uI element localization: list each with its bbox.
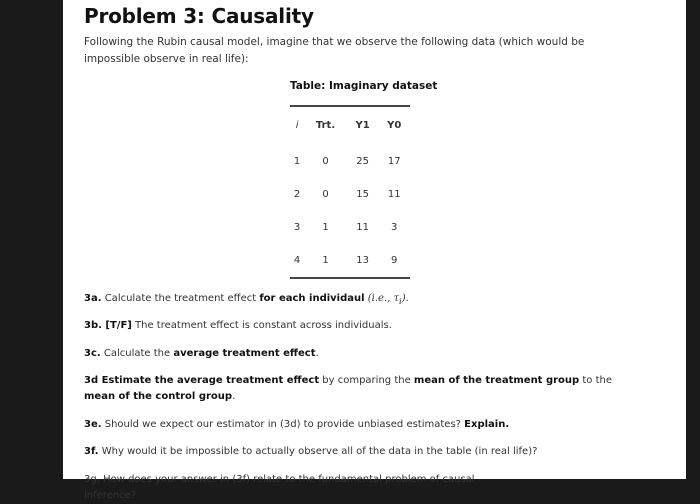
question-3f-id: 3f. xyxy=(84,446,99,457)
cell-y0: 11 xyxy=(387,189,401,200)
header-i: i xyxy=(295,120,299,131)
table-caption: Table: Imaginary dataset xyxy=(290,80,438,92)
question-3c-id: 3c. xyxy=(84,348,101,359)
question-3a: 3a. Calculate the treatment effect for each individaul (i.e., $\tau_i$). xyxy=(84,293,409,306)
imaginary-dataset-table xyxy=(290,105,410,279)
question-3a-id: 3a. xyxy=(84,293,102,304)
question-3f: 3f. Why would it be impossible to actually observe all of the data in the table (in real life)? xyxy=(84,446,538,457)
question-3d-id: 3d Estimate the average treatment effect xyxy=(84,375,320,386)
cell-y1: 11 xyxy=(356,222,370,233)
header-y1 xyxy=(347,106,379,144)
table-row xyxy=(290,244,410,278)
header-y0-label: Y0 xyxy=(387,120,402,131)
cell-i: 1 xyxy=(293,156,301,167)
question-3g-partial: 3g. How does your answer in (3f) relate to the fundamental problem of causal inference? xyxy=(84,474,475,501)
table-row xyxy=(290,144,410,178)
cell-i: 2 xyxy=(293,189,301,200)
header-y0 xyxy=(378,106,410,144)
header-treatment: Trt. xyxy=(315,120,336,131)
table-header-row xyxy=(290,106,410,144)
cell-y1: 13 xyxy=(356,255,370,266)
question-3e-id: 3e. xyxy=(84,419,102,430)
cell-trt: 1 xyxy=(322,255,329,266)
cell-trt: 0 xyxy=(322,156,329,167)
table-row xyxy=(290,178,410,211)
cell-y1: 15 xyxy=(356,189,370,200)
cell-i: 4 xyxy=(293,255,301,266)
question-3b: 3b. [T/F] The treatment effect is constant across individuals. xyxy=(84,320,392,331)
question-3d: 3d Estimate the average treatment effect by comparing the mean of the treatment group to the mean of the control group. xyxy=(84,375,613,402)
intro-paragraph: Following the Rubin causal model, imagine that we observe the following data (which would be impossible observe in real life): xyxy=(84,36,585,65)
cell-i: 3 xyxy=(293,222,301,233)
cell-y0: 9 xyxy=(391,255,398,266)
cell-y1: 25 xyxy=(356,156,370,167)
table-row xyxy=(290,211,410,244)
question-3b-id: 3b. [T/F] xyxy=(84,320,132,331)
question-3c: 3c. Calculate the average treatment effect. xyxy=(84,348,319,359)
cell-trt: 0 xyxy=(322,189,329,200)
problem-title: Problem 3: Causality xyxy=(84,4,314,28)
cell-y0: 17 xyxy=(387,156,401,167)
header-y1-label: Y1 xyxy=(355,120,370,131)
cell-trt: 1 xyxy=(322,222,329,233)
question-3e: 3e. Should we expect our estimator in (3d) to provide unbiased estimates? Explain. xyxy=(84,419,510,430)
document-page xyxy=(63,0,686,501)
cell-y0: 3 xyxy=(391,222,398,233)
